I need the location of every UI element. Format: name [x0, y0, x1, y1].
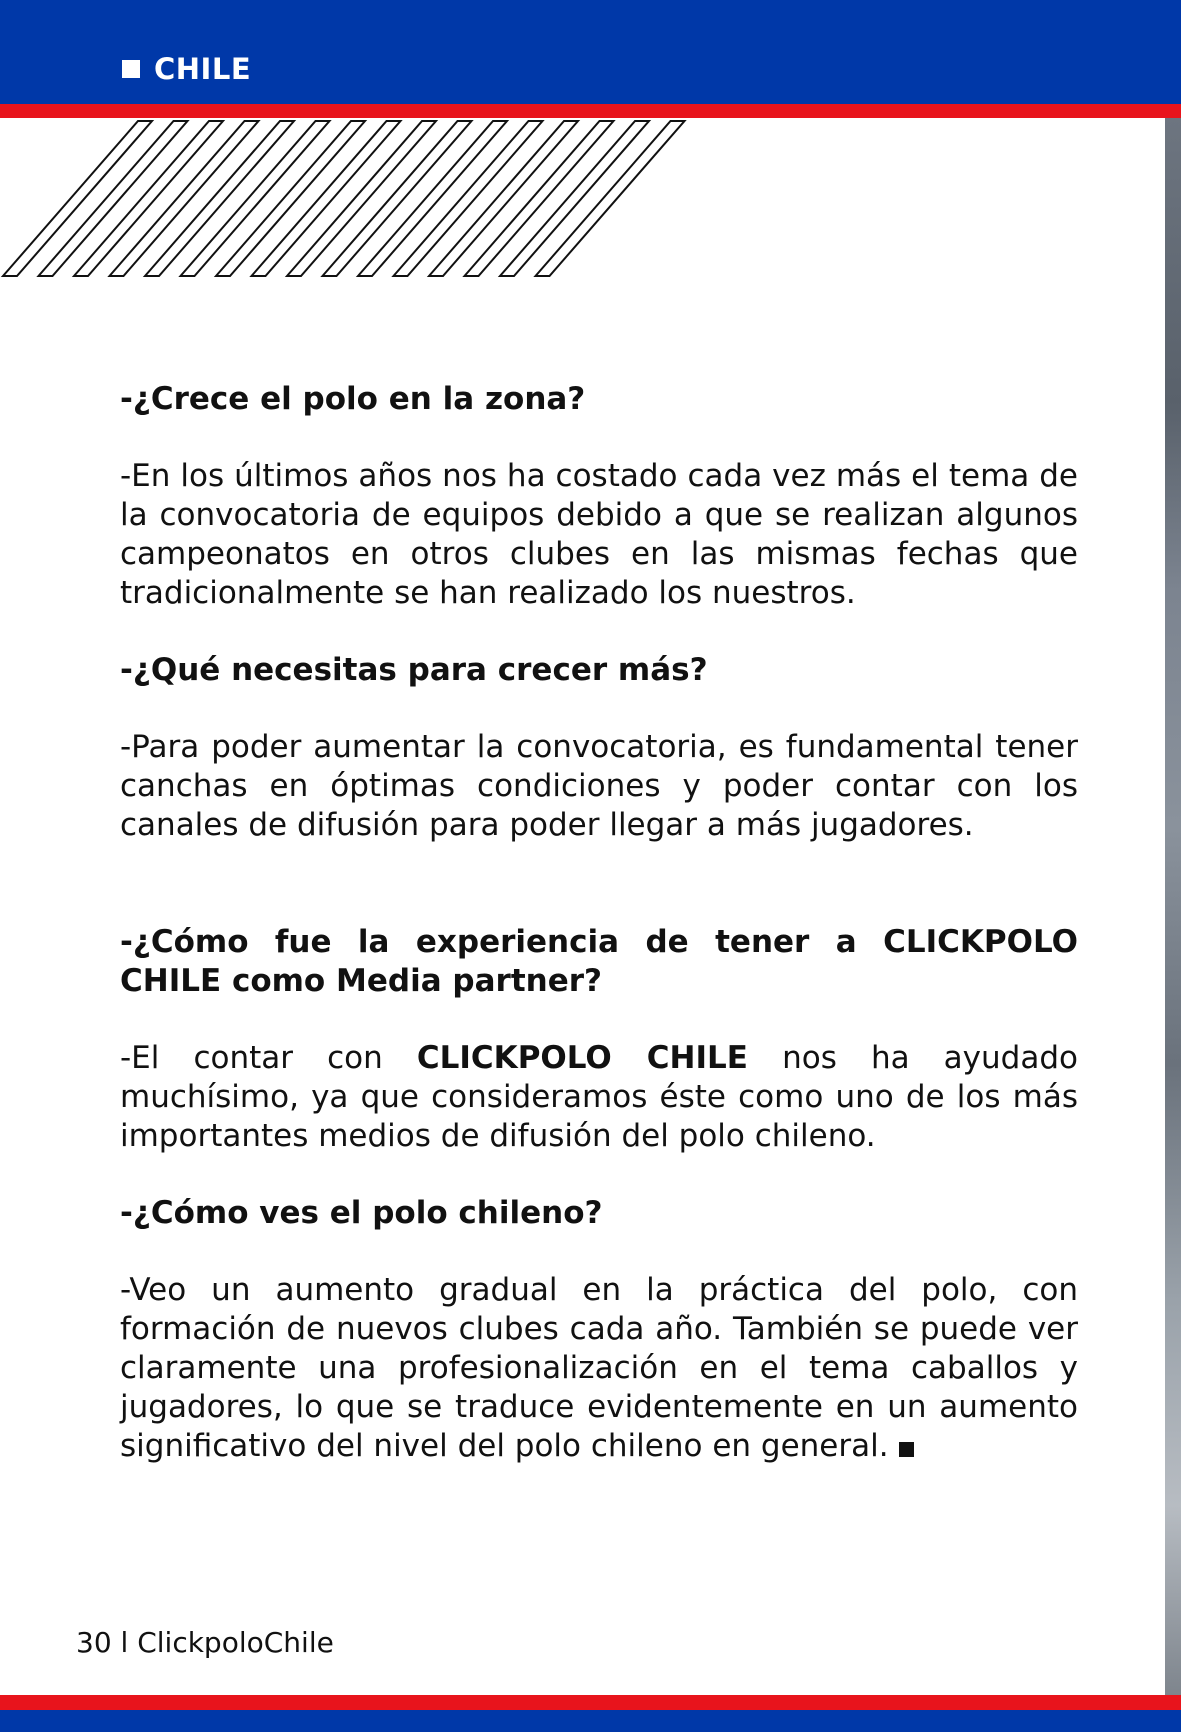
answer-3-prefix: -El contar con: [120, 1040, 417, 1076]
answer-4: -Veo un aumento gradual en la práctica del polo, con formación de nuevos clubes cada año. También se puede ver claramente una profesionalización en el tema caballos y jugadores, lo que se traduce evidentemente en un aumento significativo del nivel del polo chileno en general.: [120, 1272, 1078, 1464]
section-tag: [122, 52, 251, 86]
question-2: -¿Qué necesitas para crecer más?: [120, 652, 708, 688]
answer-3-brand: CLICKPOLO CHILE: [416, 1040, 748, 1076]
header-red-stripe: [0, 104, 1181, 118]
question-1: -¿Crece el polo en la zona?: [120, 381, 586, 417]
section-title: CHILE: [154, 52, 252, 86]
edge-photo-strip: [1165, 118, 1181, 1695]
footer-band: [0, 1710, 1181, 1732]
end-square-icon: [899, 1442, 914, 1457]
square-bullet-icon: [122, 60, 140, 78]
interview-body: [120, 380, 1078, 1466]
page-footer: 30 l ClickpoloChile: [76, 1626, 334, 1659]
question-4: -¿Cómo ves el polo chileno?: [120, 1195, 603, 1231]
answer-3-suffix: nos ha ayudado muchísimo, ya que consideramos éste como uno de los más importantes medios de difusión del polo chileno.: [120, 1040, 1078, 1154]
answer-2: -Para poder aumentar la convocatoria, es fundamental tener canchas en óptimas condiciones y poder contar con los canales de difusión para poder llegar a más jugadores.: [120, 729, 1078, 843]
answer-4-paragraph: [120, 1271, 1078, 1466]
footer-red-stripe: [0, 1695, 1181, 1710]
diagonal-hatch-decoration: [0, 120, 700, 280]
answer-1: -En los últimos años nos ha costado cada vez más el tema de la convocatoria de equipos debido a que se realizan algunos campeonatos en otros clubes en las mismas fechas que tradicionalmente se han realizado los nuestros.: [120, 458, 1078, 611]
answer-3: [120, 1039, 1078, 1156]
question-3: -¿Cómo fue la experiencia de tener a CLICKPOLO CHILE como Media partner?: [120, 924, 1078, 999]
